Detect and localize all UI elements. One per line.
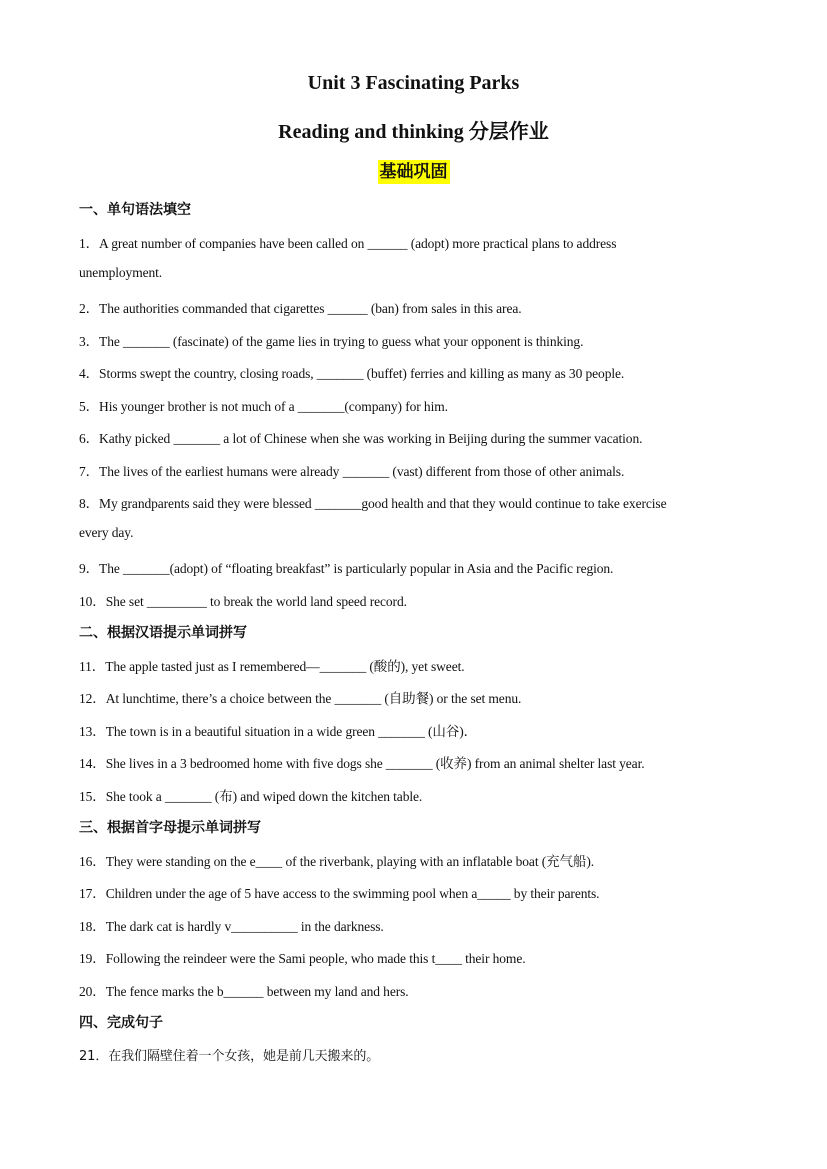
exercise-line: 4．Storms swept the country, closing roads, _______ (buffet) ferries and killing as many as 30 people. <box>79 366 625 381</box>
exercise-line: 10．She set _________ to break the world land speed record. <box>79 594 407 609</box>
exercise-line: 18．The dark cat is hardly v__________ in the darkness. <box>79 919 384 934</box>
exercise-line: 9．The _______(adopt) of “floating breakfast” is particularly popular in Asia and the Pacific region. <box>79 561 614 576</box>
exercise-line: 19．Following the reindeer were the Sami people, who made this t____ their home. <box>79 951 526 966</box>
exercise-line: 11．The apple tasted just as I remembered—_______ (酸的), yet sweet. <box>79 659 465 674</box>
level-badge-wrap <box>0 160 827 184</box>
exercise-line: 14．She lives in a 3 bedroomed home with five dogs she _______ (收养) from an animal shelter last year. <box>79 756 645 771</box>
exercise-line: 6．Kathy picked _______ a lot of Chinese when she was working in Beijing during the summer vacation. <box>79 431 643 446</box>
exercise-line: 1．A great number of companies have been called on ______ (adopt) more practical plans to address <box>79 236 617 251</box>
exercise-line: 15．She took a _______ (布) and wiped down the kitchen table. <box>79 789 423 804</box>
section-heading-chinese-hint: 二、根据汉语提示单词拼写 <box>79 625 247 641</box>
section-heading-initial-letter: 三、根据首字母提示单词拼写 <box>79 820 261 836</box>
level-badge: 基础巩固 <box>379 162 448 182</box>
exercise-line: 7．The lives of the earliest humans were already _______ (vast) different from those of other animals. <box>79 464 625 479</box>
exercise-line: 21．在我们隔壁住着一个女孩，她是前几天搬来的。 <box>79 1049 380 1064</box>
exercise-line: 20．The fence marks the b______ between my land and hers. <box>79 984 409 999</box>
exercise-line: 17．Children under the age of 5 have access to the swimming pool when a_____ by their parents. <box>79 886 600 901</box>
exercise-line: 3．The _______ (fascinate) of the game lies in trying to guess what your opponent is thinking. <box>79 334 584 349</box>
page-subtitle: Reading and thinking 分层作业 <box>278 121 549 143</box>
exercise-line: unemployment. <box>79 265 163 280</box>
exercise-line: 5．His younger brother is not much of a _______(company) for him. <box>79 399 448 414</box>
exercise-line: every day. <box>79 525 134 540</box>
page-title: Unit 3 Fascinating Parks <box>307 72 520 94</box>
exercise-line: 12．At lunchtime, there’s a choice between the _______ (自助餐) or the set menu. <box>79 691 522 706</box>
exercise-line: 8．My grandparents said they were blessed _______good health and that they would continue to take exercise <box>79 496 667 511</box>
exercise-line: 13．The town is in a beautiful situation in a wide green _______ (山谷)． <box>79 724 478 739</box>
exercise-line: 16．They were standing on the e____ of the riverbank, playing with an inflatable boat (充气船). <box>79 854 595 869</box>
exercise-line: 2．The authorities commanded that cigarettes ______ (ban) from sales in this area. <box>79 301 522 316</box>
section-heading-complete-sentences: 四、完成句子 <box>79 1015 163 1031</box>
section-heading-grammar: 一、单句语法填空 <box>79 202 191 218</box>
